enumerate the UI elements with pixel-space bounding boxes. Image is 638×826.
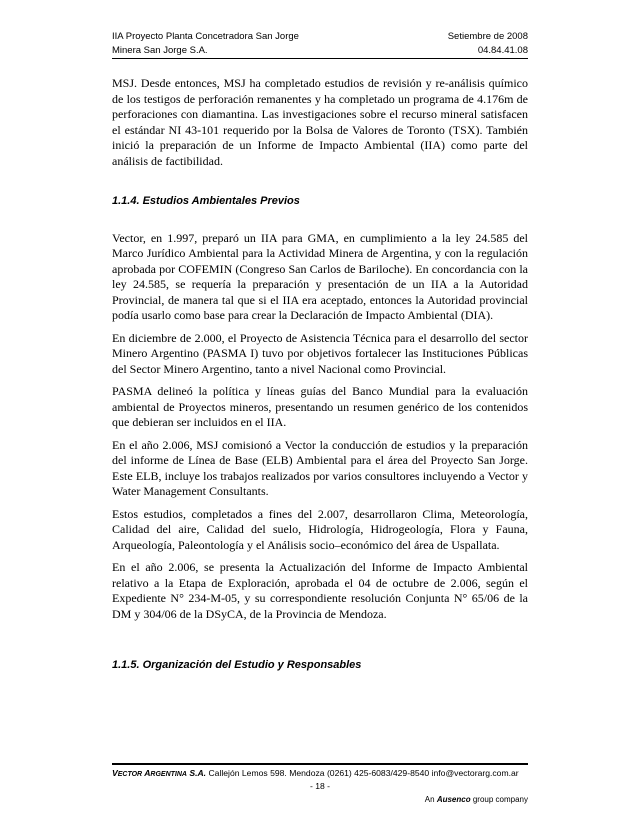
paragraph-studies-2007: Estos estudios, completados a fines del 2.007, desarrollaron Clima, Meteorología, Calidad del aire, Calidad del suelo, Hidrología, Hidrogeología, Flora y Fauna, Arqueología, Paleontología y el Análisis socio–económico del área de Uspallata. [112, 506, 528, 552]
paragraph-intro: MSJ. Desde entonces, MSJ ha completado estudios de revisión y re-análisis químico de los testigos de perforación remanentes y ha completado un programa de 4.176m de perforaciones con diamantina. Las investigaciones sobre el recurso mineral satisfacen el estándar NI 43-101 requerido por la Bolsa de Valores de Toronto (TSX). También inició la preparación de un Informe de Impacto Ambiental (IIA) como parte del análisis de factibilidad. [112, 76, 528, 168]
paragraph-update-2006: En el año 2.006, se presenta la Actualización del Informe de Impacto Ambiental relativo a la Etapa de Exploración, aprobada el 04 de octubre de 2.006, según el Expediente N° 234-M-05, y su correspondiente resolución Conjunta N° 65/06 de la DM y 304/06 de la DSyCA, de la Provincia de Mendoza. [112, 560, 528, 621]
document-body [112, 76, 528, 674]
footer-page-number: - 18 - [309, 781, 331, 791]
section-heading-1-1-4: 1.1.4. Estudios Ambientales Previos [112, 195, 300, 207]
footer-address-line [112, 768, 528, 778]
paragraph-vector-1997: Vector, en 1.997, preparó un IIA para GMA, en cumplimiento a la ley 24.585 del Marco Jurídico Ambiental para la Actividad Minera de Argentina, y con la regulación aprobada por COFEMIN (Congreso San Carlos de Bariloche). En concordancia con la ley 24.585, se requería la preparación y presentación de un IIA a la Autoridad Provincial, de manera tal que si el IIA era aceptado, entonces la Autoridad provincial podía usarlo como base para crear la Declaración de Impacto Ambiental (DIA). [112, 230, 528, 322]
footer-ausenco-logo: Ausenco [436, 795, 471, 804]
header-document-code: 04.84.41.08 [477, 45, 528, 56]
footer-address: Callejón Lemos 598. Mendoza (0261) 425-6083/429-8540 info@vectorarg.com.ar [208, 768, 519, 778]
footer-divider [112, 763, 528, 765]
paragraph-msj-2006: En el año 2.006, MSJ comisionó a Vector la conducción de estudios y la preparación del informe de Línea de Base (ELB) Ambiental para el área del Proyecto San Jorge. Este ELB, incluye los trabajos realizados por varios consultores incluyendo a Vector y Water Management Consultants. [112, 437, 528, 498]
header-divider [112, 58, 528, 59]
header-date: Setiembre de 2008 [447, 31, 528, 42]
page-header [112, 30, 528, 58]
section-heading-1-1-5: 1.1.5. Organización del Estudio y Responsables [112, 659, 362, 671]
paragraph-pasma-2000: En diciembre de 2.000, el Proyecto de Asistencia Técnica para el desarrollo del sector Minero Argentino (PASMA I) tuvo por objetivos fortalecer las Instituciones Públicas del Sector Minero Argentino, tanto a nivel Nacional como Provincial. [112, 330, 528, 376]
footer-brand: VECTOR ARGENTINA S.A. [112, 768, 207, 778]
paragraph-pasma-guidelines: PASMA delineó la política y líneas guías del Banco Mundial para la evaluación ambiental de Proyectos mineros, presentando un resumen genérico de los contenidos que debieran ser incluidos en el IIA. [112, 384, 528, 429]
header-company: Minera San Jorge S.A. [112, 45, 208, 56]
header-project-title: IIA Proyecto Planta Concetradora San Jorge [112, 31, 299, 42]
footer-group-note: An Ausenco group company [424, 795, 528, 804]
